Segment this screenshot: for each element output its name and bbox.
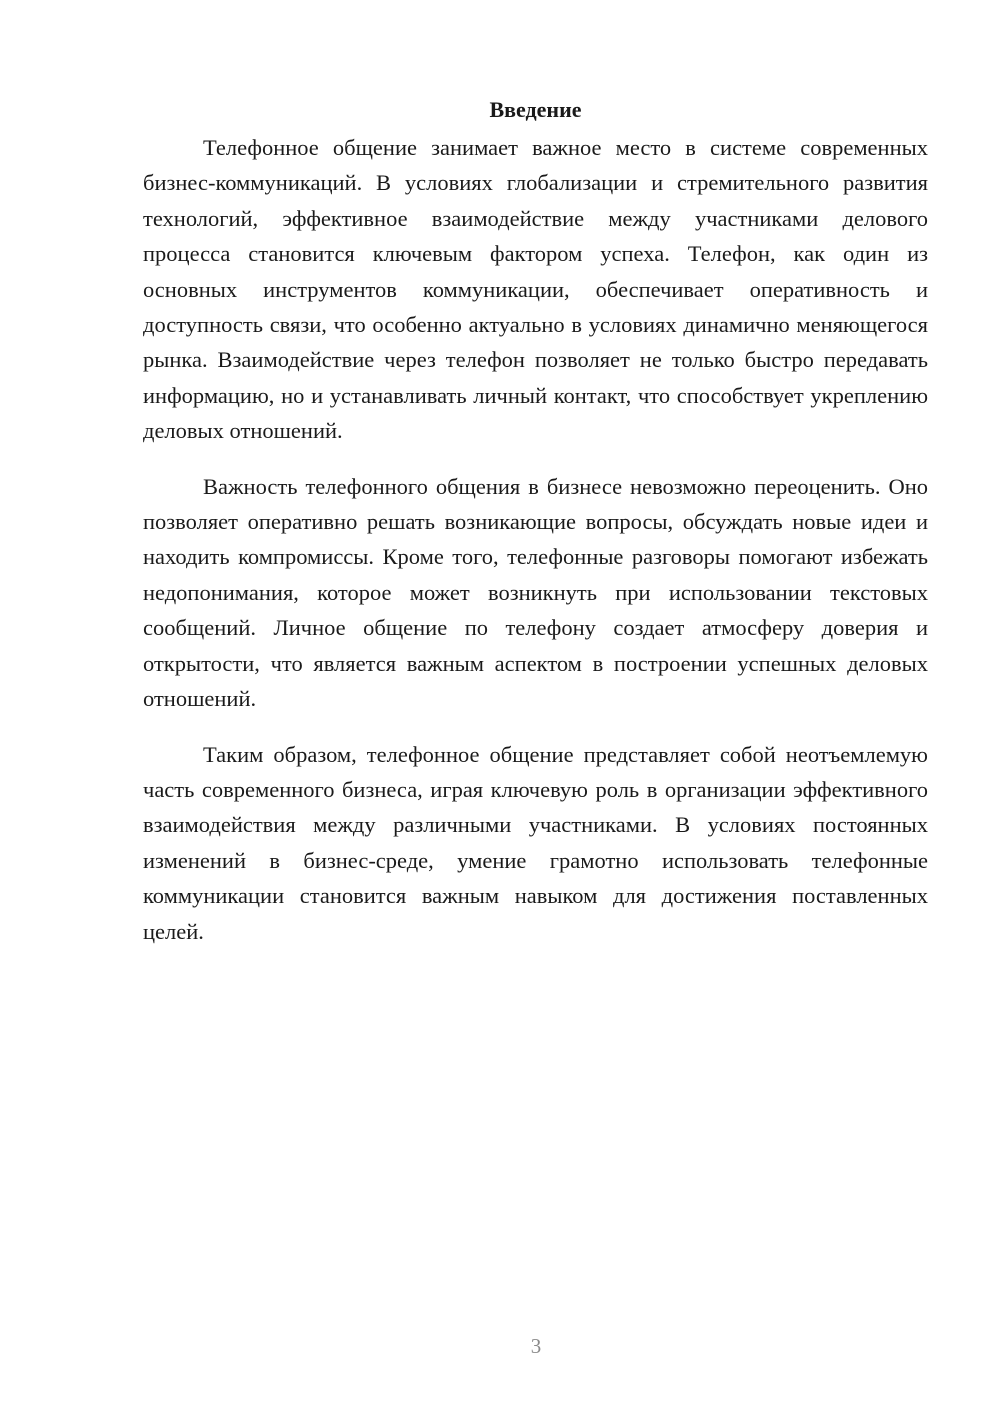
paragraph-2: Важность телефонного общения в бизнесе невозможно переоценить. Оно позволяет оперативно решать возникающие вопросы, обсуждать новые идеи и находить компромиссы. Кроме того, телефонные разговоры помогают избежать недопонимания, которое может возникнуть при использовании текстовых сообщений. Личное общение по телефону создает атмосферу доверия и открытости, что является важным аспектом в построении успешных деловых отношений. [143, 473, 928, 712]
page-content [143, 94, 928, 969]
paragraph-1: Телефонное общение занимает важное место в системе современных бизнес-коммуникаций. В условиях глобализации и стремительного развития технологий, эффективное взаимодействие между участниками делового процесса становится ключевым фактором успеха. Телефон, как один из основных инструментов коммуникации, обеспечивает оперативность и доступность связи, что особенно актуально в условиях динамично меняющегося рынка. Взаимодействие через телефон позволяет не только быстро передавать информацию, но и устанавливать личный контакт, что способствует укреплению деловых отношений. [143, 135, 928, 444]
section-heading: Введение [489, 97, 582, 122]
page-number: 3 [530, 1334, 542, 1358]
paragraph-3: Таким образом, телефонное общение представляет собой неотъемлемую часть современного бизнеса, играя ключевую роль в организации эффективного взаимодействия между различными участниками. В условиях постоянных изменений в бизнес-среде, умение грамотно использовать телефонные коммуникации становится важным навыком для достижения поставленных целей. [143, 741, 928, 944]
